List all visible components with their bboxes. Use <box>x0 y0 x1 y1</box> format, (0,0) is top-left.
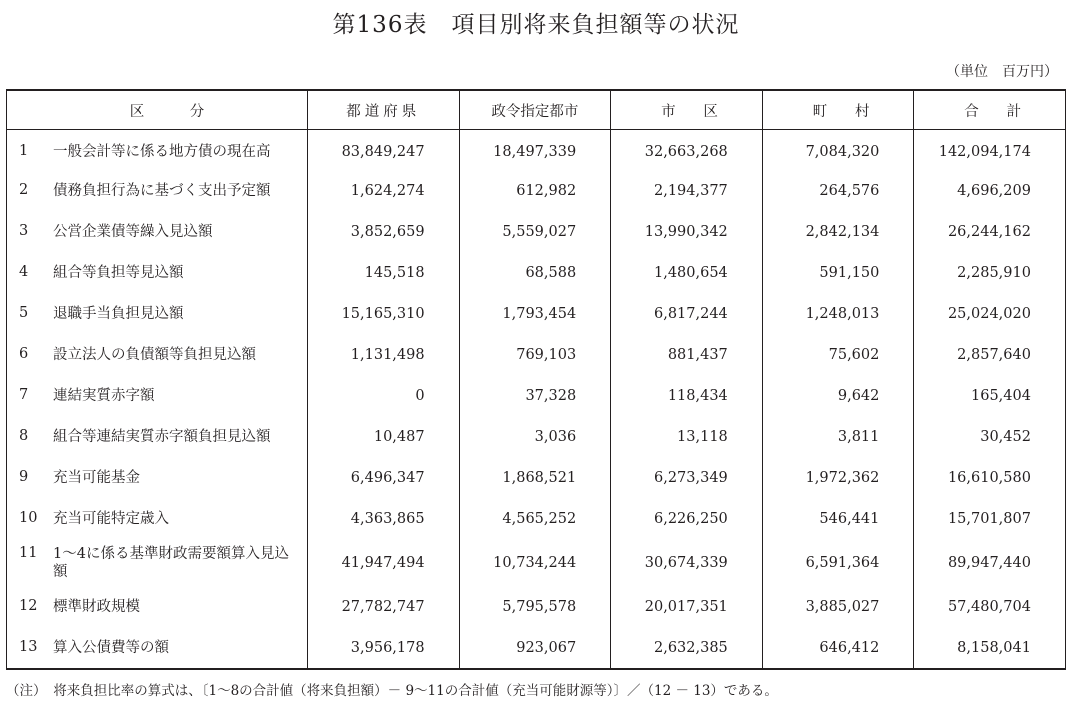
cell-cities: 118,434 <box>611 376 763 417</box>
cell-designated-cities: 3,036 <box>459 417 611 458</box>
cell-towns: 546,441 <box>762 499 914 540</box>
cell-prefectures: 41,947,494 <box>308 540 460 587</box>
cell-designated-cities: 37,328 <box>459 376 611 417</box>
cell-prefectures: 6,496,347 <box>308 458 460 499</box>
row-label-cell <box>7 499 308 540</box>
cell-cities: 13,990,342 <box>611 212 763 253</box>
page-title: 第136表 項目別将来負担額等の状況 <box>332 12 740 38</box>
row-number: 10 <box>19 510 38 526</box>
row-label: 連結実質赤字額 <box>53 388 155 404</box>
row-label-cell <box>7 458 308 499</box>
cell-total: 30,452 <box>914 417 1066 458</box>
row-number: 9 <box>19 469 29 485</box>
cell-cities: 6,273,349 <box>611 458 763 499</box>
row-label: 一般会計等に係る地方債の現在高 <box>53 144 271 161</box>
cell-towns: 2,842,134 <box>762 212 914 253</box>
cell-total: 89,947,440 <box>914 540 1066 587</box>
cell-designated-cities: 5,795,578 <box>459 587 611 628</box>
cell-towns: 1,248,013 <box>762 294 914 335</box>
cell-prefectures: 83,849,247 <box>308 130 460 171</box>
cell-prefectures: 145,518 <box>308 253 460 294</box>
row-number: 8 <box>19 428 29 444</box>
row-label-cell <box>7 212 308 253</box>
table-row <box>7 458 1066 499</box>
cell-cities: 20,017,351 <box>611 587 763 628</box>
row-label-cell <box>7 628 308 669</box>
cell-designated-cities: 1,793,454 <box>459 294 611 335</box>
cell-designated-cities: 18,497,339 <box>459 130 611 171</box>
cell-towns: 3,811 <box>762 417 914 458</box>
cell-towns: 264,576 <box>762 171 914 212</box>
header-row <box>7 90 1066 130</box>
cell-cities: 881,437 <box>611 335 763 376</box>
table-row <box>7 587 1066 628</box>
row-number: 11 <box>19 545 38 561</box>
cell-cities: 6,226,250 <box>611 499 763 540</box>
cell-total: 8,158,041 <box>914 628 1066 669</box>
row-label-cell <box>7 417 308 458</box>
table-row <box>7 253 1066 294</box>
cell-designated-cities: 10,734,244 <box>459 540 611 587</box>
header-cities: 市 区 <box>611 90 763 130</box>
row-label: 組合等連結実質赤字額負担見込額 <box>53 429 271 445</box>
cell-total: 2,285,910 <box>914 253 1066 294</box>
cell-total: 26,244,162 <box>914 212 1066 253</box>
cell-total: 15,701,807 <box>914 499 1066 540</box>
row-number: 1 <box>19 143 29 160</box>
cell-towns: 75,602 <box>762 335 914 376</box>
cell-towns: 646,412 <box>762 628 914 669</box>
cell-prefectures: 1,131,498 <box>308 335 460 376</box>
cell-prefectures: 4,363,865 <box>308 499 460 540</box>
row-label-cell <box>7 130 308 171</box>
data-table <box>6 89 1066 670</box>
cell-prefectures: 0 <box>308 376 460 417</box>
table-row <box>7 499 1066 540</box>
row-number: 2 <box>19 182 29 198</box>
table-row <box>7 171 1066 212</box>
row-label-cell <box>7 587 308 628</box>
unit-label: （単位 百万円） <box>946 64 1058 80</box>
cell-prefectures: 27,782,747 <box>308 587 460 628</box>
row-label-cell <box>7 335 308 376</box>
cell-designated-cities: 4,565,252 <box>459 499 611 540</box>
row-label: 算入公債費等の額 <box>53 639 169 656</box>
cell-cities: 2,194,377 <box>611 171 763 212</box>
row-label-cell <box>7 376 308 417</box>
table-row <box>7 417 1066 458</box>
table-row <box>7 376 1066 417</box>
cell-towns: 9,642 <box>762 376 914 417</box>
row-label-cell <box>7 171 308 212</box>
header-towns: 町 村 <box>762 90 914 130</box>
row-label: 設立法人の負債額等負担見込額 <box>53 347 256 363</box>
cell-cities: 1,480,654 <box>611 253 763 294</box>
cell-prefectures: 15,165,310 <box>308 294 460 335</box>
cell-towns: 1,972,362 <box>762 458 914 499</box>
row-number: 5 <box>19 305 29 321</box>
cell-towns: 591,150 <box>762 253 914 294</box>
cell-towns: 3,885,027 <box>762 587 914 628</box>
cell-towns: 6,591,364 <box>762 540 914 587</box>
cell-cities: 6,817,244 <box>611 294 763 335</box>
cell-designated-cities: 923,067 <box>459 628 611 669</box>
cell-designated-cities: 769,103 <box>459 335 611 376</box>
cell-towns: 7,084,320 <box>762 130 914 171</box>
cell-designated-cities: 68,588 <box>459 253 611 294</box>
cell-designated-cities: 5,559,027 <box>459 212 611 253</box>
row-label: 組合等負担等見込額 <box>53 265 184 281</box>
cell-cities: 30,674,339 <box>611 540 763 587</box>
table-row <box>7 130 1066 171</box>
row-number: 6 <box>19 346 29 362</box>
row-label: 充当可能特定歳入 <box>53 511 169 527</box>
table-row <box>7 212 1066 253</box>
row-number: 13 <box>19 638 38 655</box>
cell-total: 165,404 <box>914 376 1066 417</box>
cell-cities: 32,663,268 <box>611 130 763 171</box>
cell-total: 2,857,640 <box>914 335 1066 376</box>
header-category: 区 分 <box>7 90 308 130</box>
row-label-cell <box>7 253 308 294</box>
row-label: 1～4に係る基準財政需要額算入見込額 <box>53 546 289 580</box>
row-label: 充当可能基金 <box>53 470 140 486</box>
header-prefectures: 都道府県 <box>308 90 460 130</box>
header-designated-cities: 政令指定都市 <box>459 90 611 130</box>
cell-prefectures: 3,956,178 <box>308 628 460 669</box>
row-number: 12 <box>19 598 38 614</box>
row-number: 7 <box>19 387 29 403</box>
row-number: 4 <box>19 264 29 280</box>
table-row <box>7 628 1066 669</box>
cell-designated-cities: 612,982 <box>459 171 611 212</box>
cell-prefectures: 3,852,659 <box>308 212 460 253</box>
row-label: 債務負担行為に基づく支出予定額 <box>53 183 271 199</box>
row-label: 退職手当負担見込額 <box>53 306 184 322</box>
cell-designated-cities: 1,868,521 <box>459 458 611 499</box>
table-row <box>7 294 1066 335</box>
footnote: （注） 将来負担比率の算式は、〔1～8の合計値（将来負担額）－ 9～11の合計値（充当可能財源等）〕／（12 － 13）である。 <box>6 683 778 699</box>
row-label-cell <box>7 540 308 587</box>
table-row <box>7 540 1066 587</box>
row-label: 標準財政規模 <box>53 599 140 615</box>
row-label: 公営企業債等繰入見込額 <box>53 224 213 240</box>
table-row <box>7 335 1066 376</box>
header-total: 合 計 <box>914 90 1066 130</box>
cell-prefectures: 1,624,274 <box>308 171 460 212</box>
cell-total: 4,696,209 <box>914 171 1066 212</box>
cell-total: 16,610,580 <box>914 458 1066 499</box>
row-label-cell <box>7 294 308 335</box>
cell-prefectures: 10,487 <box>308 417 460 458</box>
cell-total: 57,480,704 <box>914 587 1066 628</box>
cell-cities: 13,118 <box>611 417 763 458</box>
cell-total: 142,094,174 <box>914 130 1066 171</box>
cell-total: 25,024,020 <box>914 294 1066 335</box>
row-number: 3 <box>19 223 29 239</box>
cell-cities: 2,632,385 <box>611 628 763 669</box>
